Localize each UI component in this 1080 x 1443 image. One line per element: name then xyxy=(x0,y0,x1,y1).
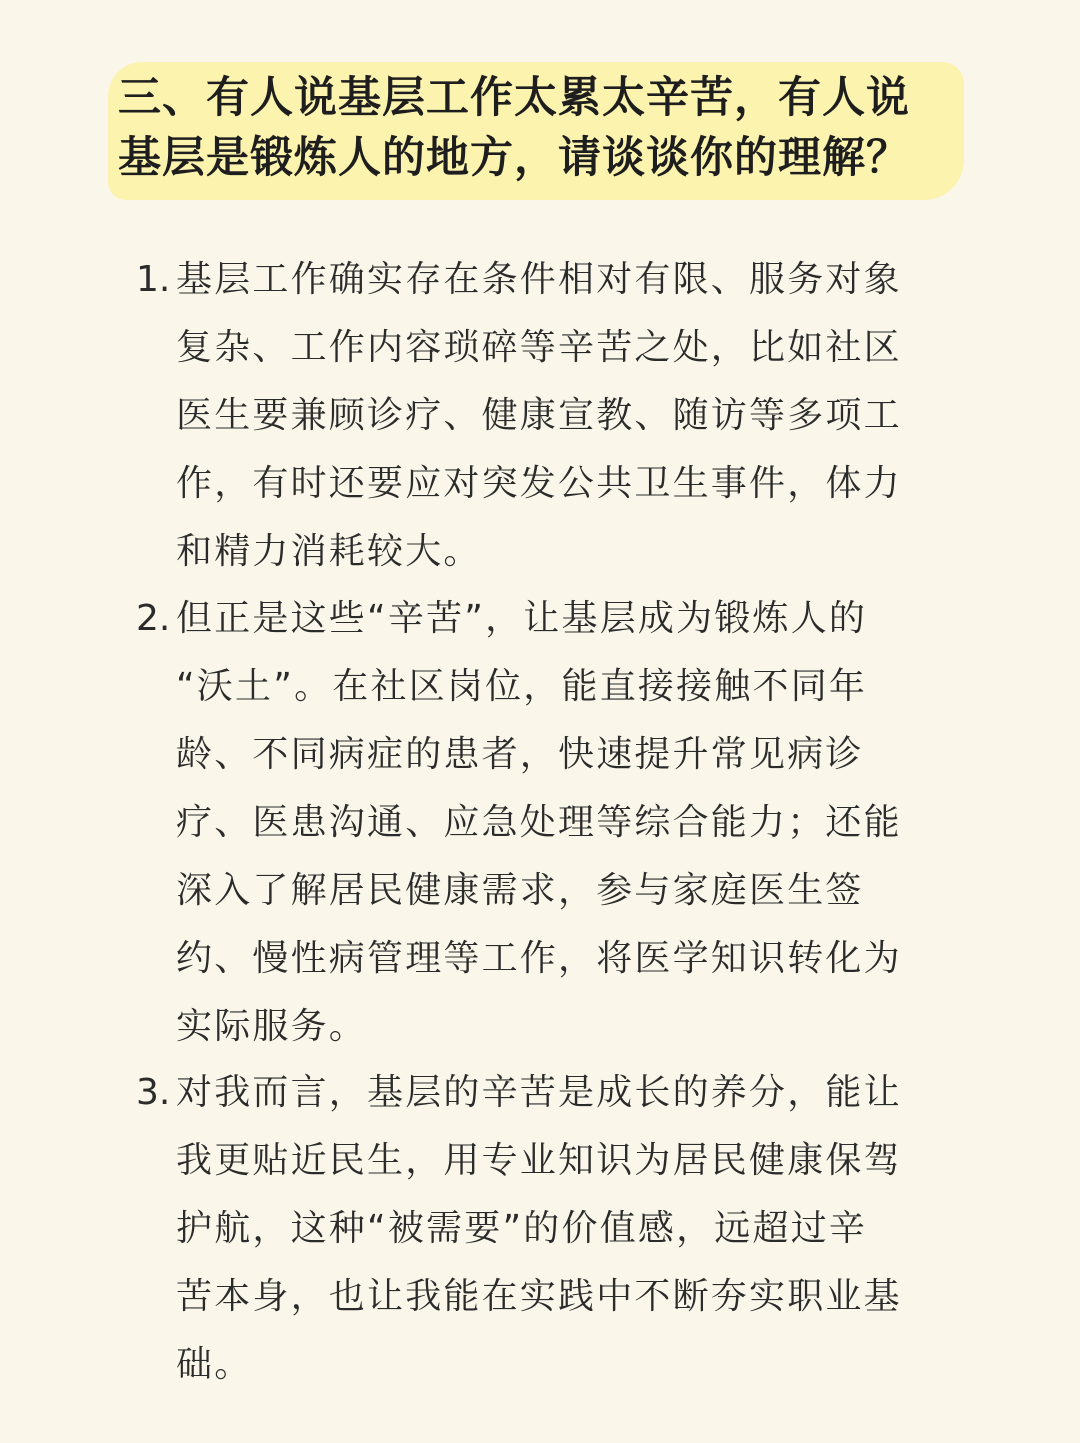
list-item-line: 但正是这些“辛苦”，让基层成为锻炼人的 xyxy=(176,598,868,639)
list-item-line: 复杂、工作内容琐碎等辛苦之处，比如社区 xyxy=(176,327,902,368)
list-item-line: 护航，这种“被需要”的价值感，远超过辛 xyxy=(176,1208,868,1249)
list-item-line: 深入了解居民健康需求，参与家庭医生签 xyxy=(176,870,864,911)
page-title xyxy=(118,68,958,188)
list-item-line: 龄、不同病症的患者，快速提升常见病诊 xyxy=(176,734,864,775)
list-item-line: 医生要兼顾诊疗、健康宣教、随访等多项工 xyxy=(176,395,902,436)
list-item-number: 2. xyxy=(136,598,171,639)
list-item-line: 对我而言，基层的辛苦是成长的养分，能让 xyxy=(176,1072,902,1113)
title-line-2: 基层是锻炼人的地方，请谈谈你的理解？ xyxy=(118,133,910,183)
list-item-line: 和精力消耗较大。 xyxy=(176,531,482,572)
list-item-line: 作，有时还要应对突发公共卫生事件，体力 xyxy=(176,463,902,504)
list-item-line: 苦本身，也让我能在实践中不断夯实职业基 xyxy=(176,1276,902,1317)
list-item-line: 基层工作确实存在条件相对有限、服务对象 xyxy=(176,259,902,300)
list-item-line: 础。 xyxy=(176,1344,253,1385)
list-item-line: 疗、医患沟通、应急处理等综合能力；还能 xyxy=(176,802,902,843)
list-item-number: 1. xyxy=(136,259,171,300)
list-item-line: 我更贴近民生，用专业知识为居民健康保驾 xyxy=(176,1140,902,1181)
list-item-number: 3. xyxy=(136,1072,171,1113)
title-line-1: 三、有人说基层工作太累太辛苦，有人说 xyxy=(118,73,910,123)
list-item-line: 约、慢性病管理等工作，将医学知识转化为 xyxy=(176,938,902,979)
list-item-line: 实际服务。 xyxy=(176,1006,368,1047)
list-item-line: “沃土”。在社区岗位，能直接接触不同年 xyxy=(176,666,868,707)
